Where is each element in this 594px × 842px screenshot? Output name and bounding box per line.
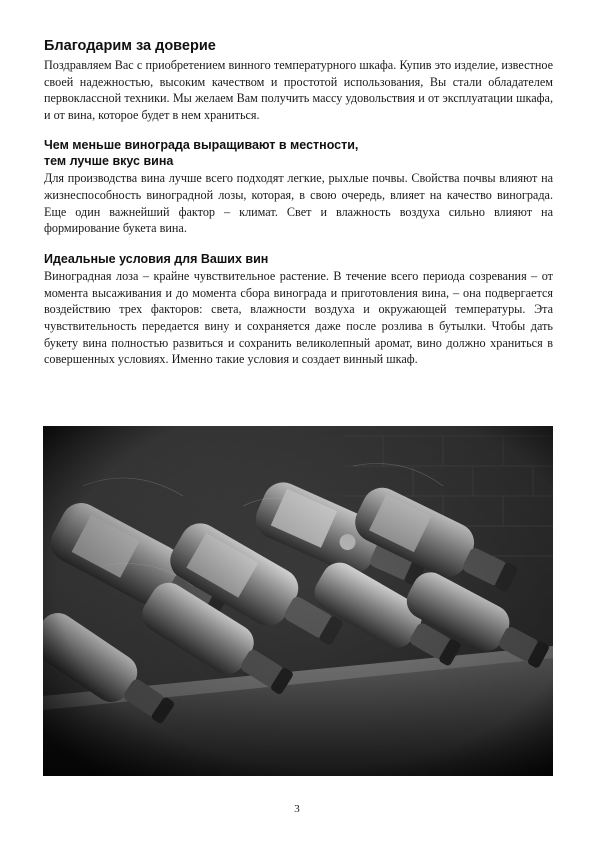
- heading-grape-quality-line2: тем лучше вкус вина: [44, 153, 174, 168]
- section-gratitude: [44, 38, 553, 123]
- heading-gratitude: Благодарим за доверие: [44, 38, 216, 54]
- paragraph-grape-quality: Для производства вина лучше всего подходят легкие, рыхлые почвы. Свойства почвы влияют на жизнеспособность виноградной лозы, которая, в свою очередь, влияет на качество винограда. Еще один важнейший фактор – климат. Свет и влажность воздуха сильно влияют на формирование букета вина.: [44, 171, 553, 236]
- wine-bottles-photo: [43, 426, 553, 776]
- heading-grape-quality-line1: Чем меньше винограда выращивают в местности,: [44, 138, 359, 153]
- heading-grape-quality: [44, 138, 553, 169]
- page-number: 3: [294, 803, 300, 815]
- paragraph-ideal-conditions: Виноградная лоза – крайне чувствительное растение. В течение всего периода созревания – от момента высаживания и до момента сбора винограда и приготовления вина, – она подвергается воздействию трех факторов: света, влажности воздуха и окружающей температуры. Эта чувствительность передается вину и сохраняется даже после розлива в бутылки. Чтобы дать букету вина полностью развиться и сохранить великолепный аромат, вино должно храниться в совершенных условиях. Именно такие условия и создает винный шкаф.: [44, 269, 553, 367]
- section-grape-quality: [44, 138, 553, 236]
- section-ideal-conditions: [44, 252, 553, 368]
- paragraph-gratitude: Поздравляем Вас с приобретением винного температурного шкафа. Купив это изделие, известное своей надежностью, высоким качеством и простотой использования, Вы стали обладателем первоклассной техники. Мы желаем Вам получить массу удовольствия и от эксплуатации шкафа, и от вина, которое будет в нем храниться.: [44, 58, 553, 122]
- document-body: [44, 38, 553, 383]
- heading-ideal-conditions: Идеальные условия для Ваших вин: [44, 251, 269, 266]
- wine-bottles-illustration: [43, 426, 553, 776]
